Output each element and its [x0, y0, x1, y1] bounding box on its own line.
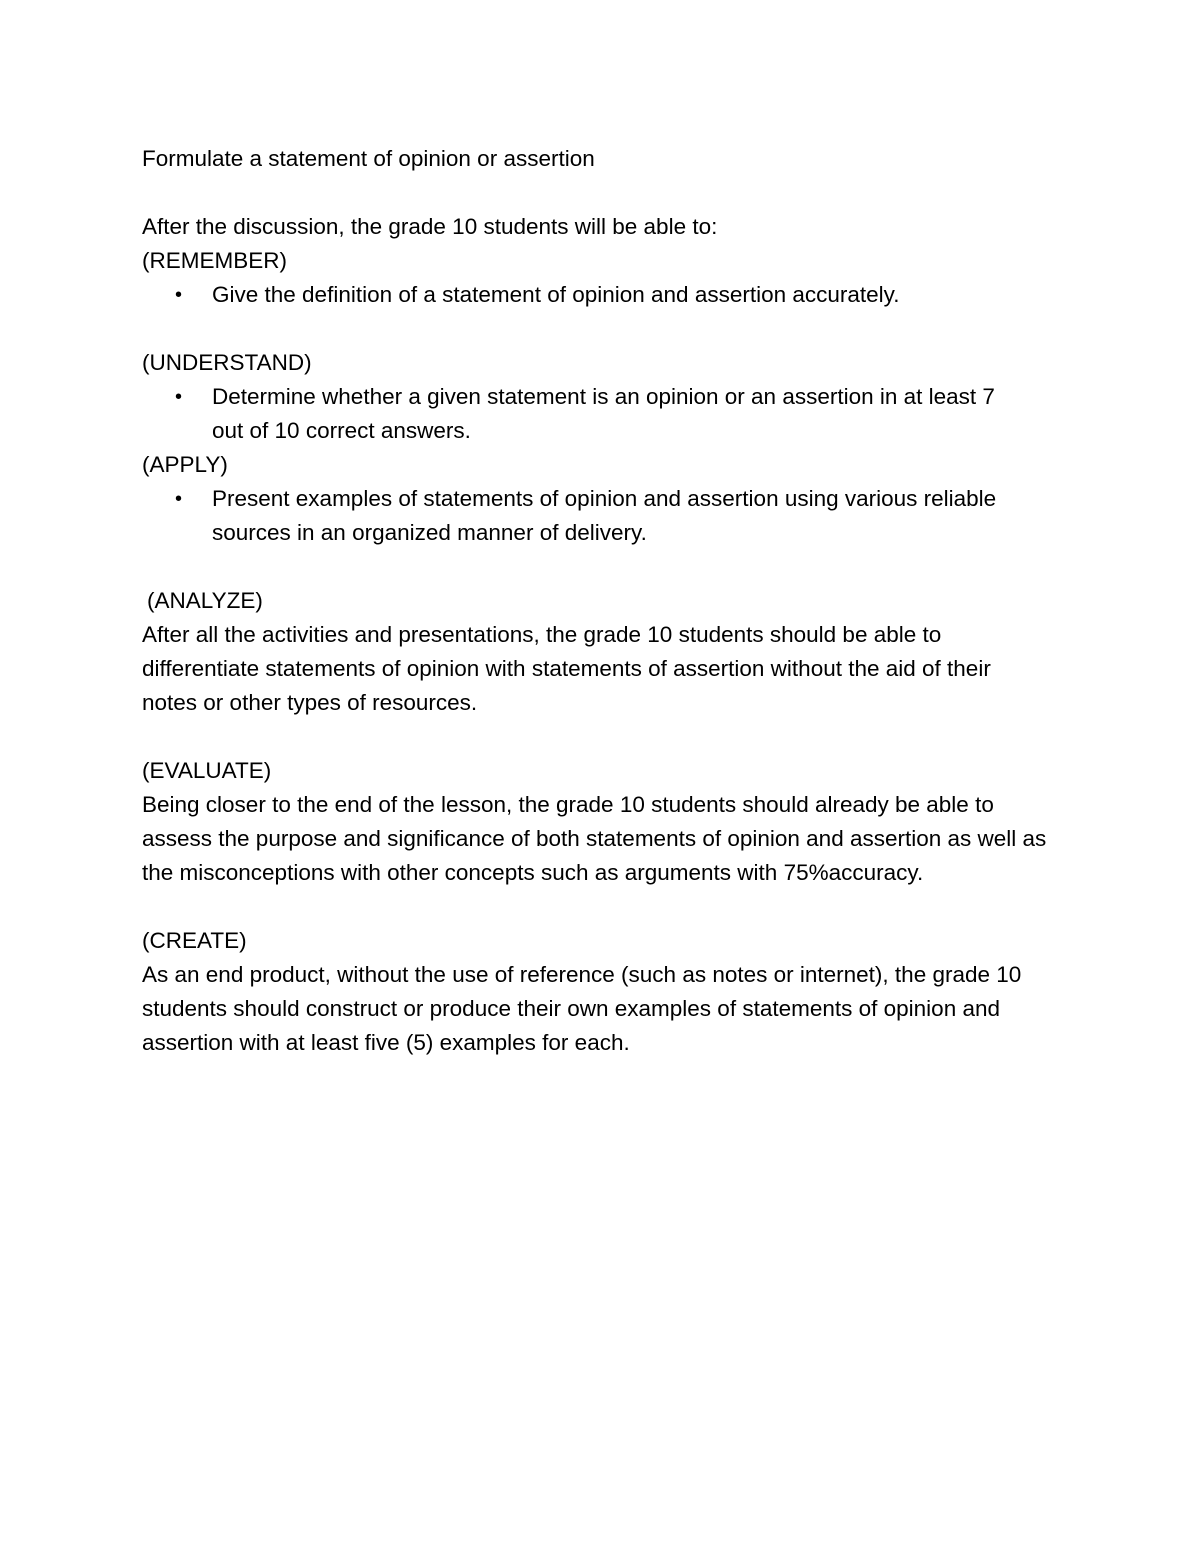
remember-list	[142, 278, 1062, 312]
apply-list	[142, 482, 1062, 550]
spacer	[142, 550, 1062, 584]
apply-objective: Present examples of statements of opinion and assertion using various reliable sources in an organized manner of delivery.	[212, 486, 997, 545]
document-body	[142, 142, 1062, 1060]
spacer	[142, 312, 1062, 346]
intro-text: After the discussion, the grade 10 students will be able to:	[142, 214, 718, 239]
understand-list	[142, 380, 1062, 448]
apply-heading: (APPLY)	[142, 452, 228, 477]
list-item	[142, 380, 1032, 448]
remember-heading: (REMEMBER)	[142, 248, 287, 273]
evaluate-paragraph: Being closer to the end of the lesson, the grade 10 students should already be able to assess the purpose and significance of both statements of opinion and assertion as well as the misconceptions with other concepts such as arguments with 75%accuracy.	[142, 792, 1047, 885]
bullet-icon: •	[175, 488, 183, 510]
create-heading: (CREATE)	[142, 928, 247, 953]
remember-objective: Give the definition of a statement of opinion and assertion accurately.	[212, 282, 900, 307]
list-item	[142, 482, 1032, 550]
evaluate-heading: (EVALUATE)	[142, 758, 272, 783]
analyze-heading: (ANALYZE)	[147, 588, 263, 613]
list-item	[142, 278, 1032, 312]
bullet-icon: •	[175, 386, 183, 408]
understand-objective: Determine whether a given statement is an opinion or an assertion in at least 7 out of 10 correct answers.	[212, 384, 995, 443]
understand-heading: (UNDERSTAND)	[142, 350, 312, 375]
spacer	[142, 176, 1062, 210]
spacer	[142, 720, 1062, 754]
document-title: Formulate a statement of opinion or assertion	[142, 146, 595, 171]
spacer	[142, 890, 1062, 924]
bullet-icon: •	[175, 284, 183, 306]
create-paragraph: As an end product, without the use of reference (such as notes or internet), the grade 10 students should construct or produce their own examples of statements of opinion and assertion with at least five (5) examples for each.	[142, 962, 1022, 1055]
analyze-paragraph: After all the activities and presentations, the grade 10 students should be able to differentiate statements of opinion with statements of assertion without the aid of their notes or other types of resources.	[142, 622, 991, 715]
